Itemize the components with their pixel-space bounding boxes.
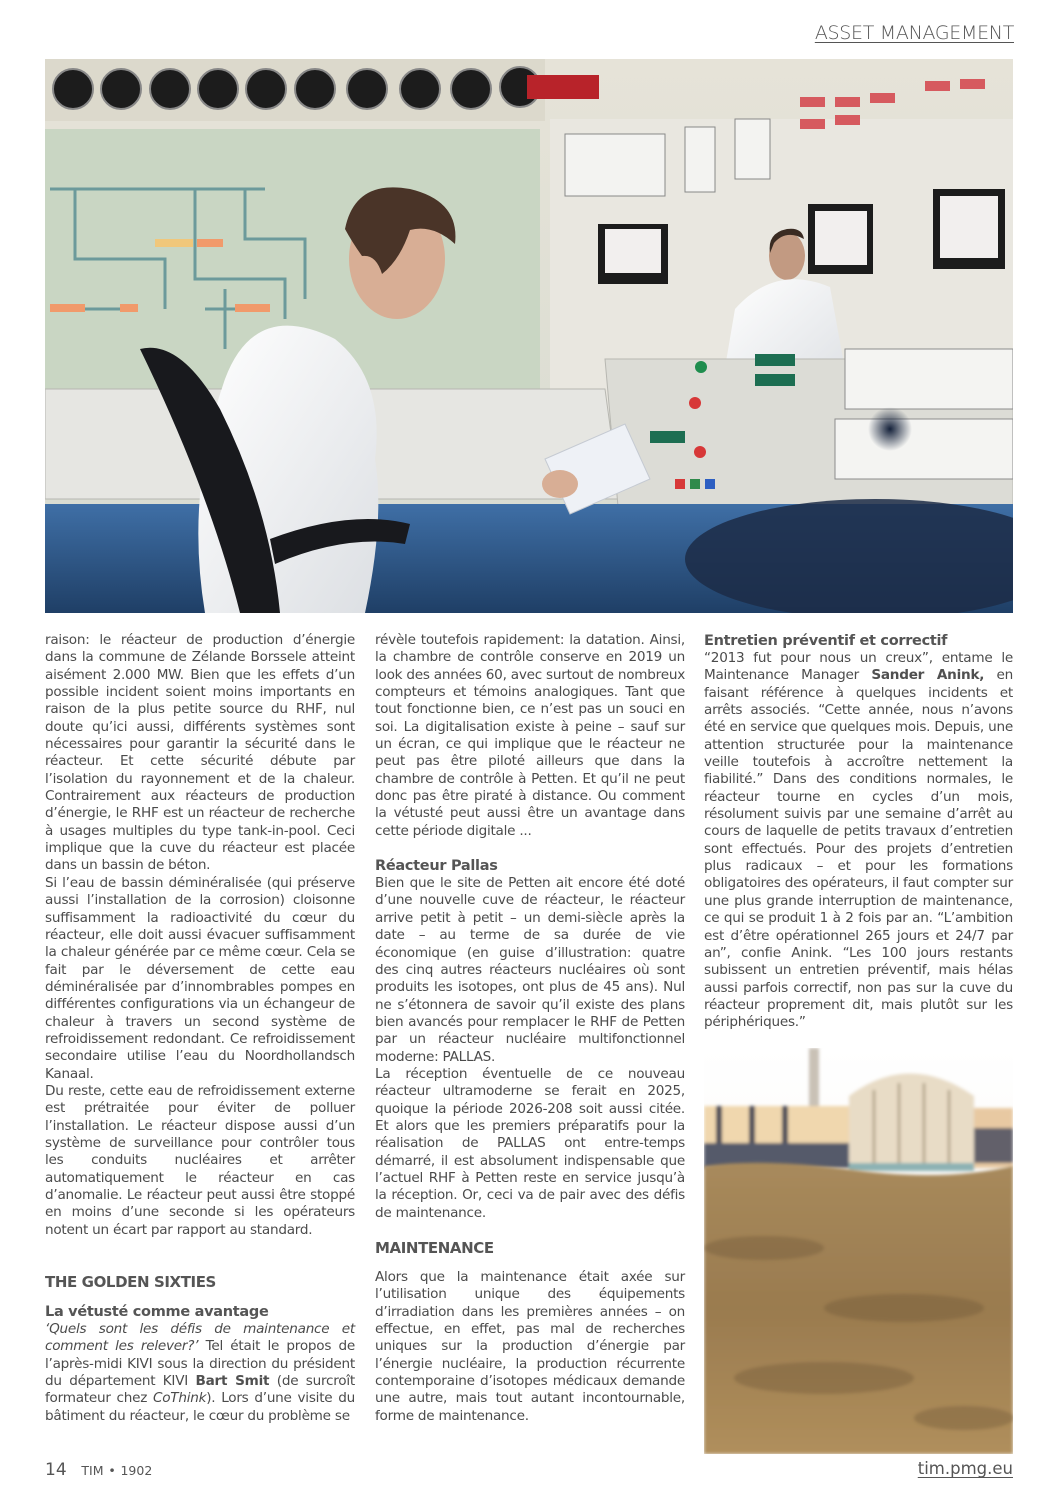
text-run: “2013 fut pour nous un creux”, entame le Maintenance Manager	[704, 650, 1013, 684]
quote-text: ‘Quels sont les défis de maintenance et comment les relever?’	[45, 1321, 355, 1355]
article-column-1	[45, 632, 355, 1425]
paragraph: Si l’eau de bassin déminéralisée (qui préserve aussi l’installation de la corrosion) cloisonne suffisamment la radioactivité du cœur du réacteur, elle doit aussi évacuer suffisamment la chaleur générée par ce même cœur. Cela se fait par le déversement de cette eau déminéralisée par d’innombrables pompes en différentes configurations via un échangeur de chaleur à travers un second système de refroidissement redondant. Ce refroidissement secondaire utilise l’eau du Noordhollandsch Kanaal.	[45, 874, 355, 1082]
person-name: Bart Smit	[195, 1373, 270, 1390]
paragraph: révèle toutefois rapidement: la datation. Ainsi, la chambre de contrôle conserve en 2019 un look des années 60, avec surtout de nombreux compteurs et témoins analogiques. Tant que tout fonctionne bien, ce n’est pas un souci en soi. La digitalisation existe à peine – sauf sur un écran, ce qui implique que le réacteur ne peut pas être piloté ailleurs que dans la chambre de contrôle à Petten. Et qu’il ne peut donc pas être piraté à distance. Ou comment la vétusté peut aussi être un avantage dans cette période digitale ...	[375, 632, 685, 839]
website-link[interactable]: tim.pmg.eu	[917, 1459, 1013, 1478]
section-heading: MAINTENANCE	[375, 1239, 494, 1257]
page-footer	[45, 1460, 152, 1480]
control-room-illustration	[45, 59, 1013, 613]
company-name: CoThink	[152, 1390, 207, 1407]
paragraph	[45, 1321, 355, 1425]
section-label: ASSET MANAGEMENT	[814, 22, 1014, 44]
subheading: Réacteur Pallas	[375, 858, 498, 875]
text-run: ). Lors d’une visite du bâtiment du réacteur, le cœur du problème se	[45, 1390, 355, 1424]
separator-dot: •	[108, 1463, 116, 1478]
subheading: La vétusté comme avantage	[45, 1304, 269, 1321]
paragraph: Alors que la maintenance était axée sur l’utilisation unique des équipements d’irradiation dans les premières années – on effectue, en effet, pas mal de recherches uniques sur la production d’énergie par l’énergie nucléaire, la production récurrente contemporaine d’isotopes médicaux demande une autre, mais tout autant incontournable, forme de maintenance.	[375, 1269, 685, 1424]
page-number: 14	[45, 1460, 67, 1480]
magazine-name: TIM	[81, 1463, 104, 1478]
reactor-building-illustration	[704, 1048, 1013, 1454]
text-run: Tel était le propos de l’après-midi KIVI sous la direction du président du département KIVI	[45, 1338, 355, 1390]
text-run: en faisant référence à quelques incidents et arrêts associés. “Cette année, nous n’avons été en service que quelques mois. Depuis, une attention structurée pour la maintenance veille toutefois à accroître nettement la fiabilité.” Dans des conditions normales, le réacteur tourne en cycles d’un mois, résolument suivis par une semaine d’arrêt au cours de laquelle de petits travaux d’entretien sont effectués. Pour des projets d’entretien plus radicaux – et pour les formations obligatoires des opérateurs, il faut compter sur une plus grande interruption de maintenance, ce qui se produit 1 à 2 fois par an. “L’ambition est d’être opérationnel 265 jours et 24/7 par an”, confie Anink. “Les 100 jours restants subissent un entretien préventif, mais hélas aussi parfois correctif, non pas sur la cuve du réacteur proprement dit, mais plutôt sur les périphériques.”	[704, 667, 1013, 1031]
paragraph: La réception éventuelle de ce nouveau réacteur ultramoderne se ferait en 2025, quoique la période 2026-208 soit aussi citée. Et alors que les premiers préparatifs pour la réalisation de PALLAS ont entre-temps démarré, il est absolument indispensable que l’actuel RHF à Petten reste en service jusqu’à la réception. Or, ceci va de pair avec des défis de maintenance.	[375, 1065, 685, 1221]
article-column-3	[704, 632, 1013, 1032]
person-name: Sander Anink,	[871, 667, 985, 684]
paragraph	[704, 650, 1013, 1032]
issue-number: 1902	[120, 1463, 153, 1478]
reactor-building-photo	[704, 1048, 1013, 1454]
article-column-2	[375, 632, 685, 1425]
paragraph: Bien que le site de Petten ait encore été doté d’une nouvelle cuve de réacteur, le réacteur arrive petit à petit – un demi-siècle après la date – au terme de sa durée de vie économique (en guise d’illustration: quatre des cinq autres réacteurs nucléaires où sont produits les isotopes, ont plus de 45 ans). Nul ne s’étonnera de savoir qu’il existe des plans bien avancés pour remplacer le RHF de Petten par un réacteur nucléaire multifonctionnel moderne: PALLAS.	[375, 875, 685, 1065]
subheading: Entretien préventif et correctif	[704, 633, 948, 649]
control-room-photo	[45, 59, 1013, 613]
section-heading: THE GOLDEN SIXTIES	[45, 1273, 216, 1292]
text-run: (de surcroît formateur chez	[45, 1373, 355, 1407]
paragraph: raison: le réacteur de production d’énergie dans la commune de Zélande Borssele atteint aisément 2.000 MW. Bien que les effets d’un possible incident soient moins importants en raison de la plus petite source du RHF, nul doute qu’ici aussi, différents systèmes sont nécessaires pour garantir la sécurité dans le réacteur. Et cette sécurité débute par l’isolation du rayonnement et de la chaleur. Contrairement aux réacteurs de production d’énergie, le RHF est un réacteur de recherche à usages multiples du type tank-in-pool. Ceci implique que la cuve du réacteur est placée dans un bassin de béton.	[45, 632, 355, 874]
paragraph: Du reste, cette eau de refroidissement externe est prétraitée pour éviter de polluer l’installation. Le réacteur dispose aussi d’un système de surveillance pour contrôler tous les conduits nucléaires et arrêter automatiquement le réacteur en cas d’anomalie. Le réacteur peut aussi être stoppé en moins d’une seconde si les opérateurs notent un écart par rapport au standard.	[45, 1082, 355, 1238]
